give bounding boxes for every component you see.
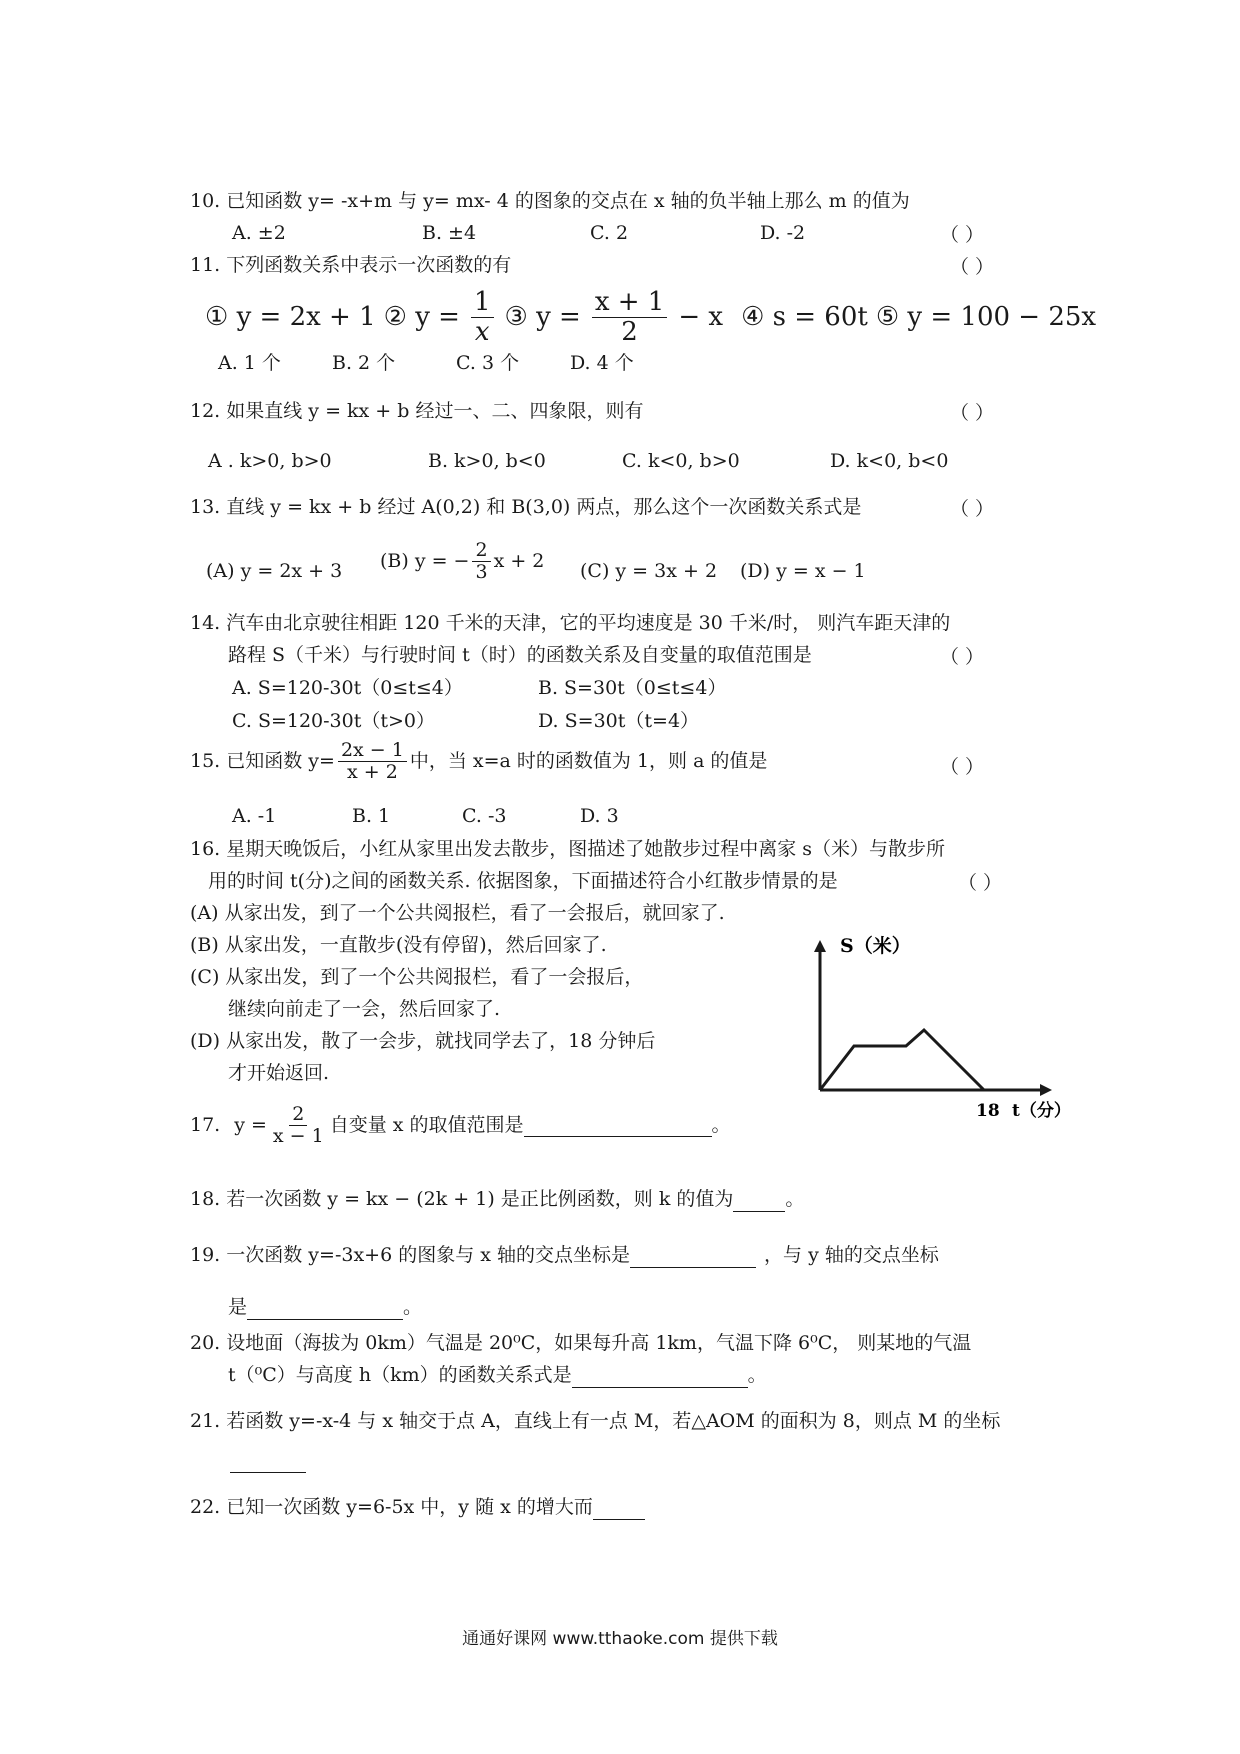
q20-line-2 — [228, 1362, 767, 1388]
q10-option-a: A. ±2 — [232, 222, 286, 244]
q13-b-denominator: 3 — [475, 560, 488, 583]
q11-option-c: C. 3 个 — [456, 352, 520, 374]
q14-answer-paren: （ ） — [940, 646, 985, 668]
q12-stem: 12. 如果直线 y = kx + b 经过一、二、四象限，则有 — [190, 400, 644, 422]
q11-function-2-fraction — [471, 288, 494, 346]
q17-numerator: 2 — [289, 1104, 307, 1126]
q13-option-d: (D) y = x − 1 — [740, 560, 866, 582]
q16-option-a: (A) 从家出发，到了一个公共阅报栏，看了一会报后，就回家了. — [190, 902, 725, 924]
q11-answer-paren: （ ） — [950, 256, 995, 278]
q20-line-2-text: t（⁰C）与高度 h（km）的函数关系式是 — [228, 1364, 572, 1386]
q18-stem — [190, 1186, 804, 1212]
q16-line-1: 16. 星期天晚饭后，小红从家里出发去散步，图描述了她散步过程中离家 s（米）与散步所 — [190, 838, 946, 860]
q18-end: 。 — [785, 1188, 805, 1210]
q14-option-a: A. S=120-30t（0≤t≤4） — [232, 677, 463, 699]
q10-answer-paren: （ ） — [940, 224, 985, 246]
q19-line-2 — [228, 1294, 422, 1320]
q14-option-c: C. S=120-30t（t>0） — [232, 710, 436, 732]
q11-option-d: D. 4 个 — [570, 352, 634, 374]
q20-line-1: 20. 设地面（海拔为 0km）气温是 20⁰C，如果每升高 1km，气温下降 6⁰C， 则某地的气温 — [190, 1332, 972, 1354]
q17-stem-text: 自变量 x 的取值范围是 — [329, 1114, 524, 1137]
q12-answer-paren: （ ） — [950, 402, 995, 424]
q11-functions — [205, 288, 1096, 346]
q11-f3-denominator: 2 — [621, 316, 638, 347]
page-footer: 通通好课网 www.tthaoke.com 提供下载 — [462, 1629, 778, 1649]
q10-option-d: D. -2 — [760, 222, 806, 244]
q14-line-1: 14. 汽车由北京驶往相距 120 千米的天津，它的平均速度是 30 千米/时， 则汽车距天津的 — [190, 612, 951, 634]
q10-option-b: B. ±4 — [422, 222, 477, 244]
q17-stem — [190, 1104, 731, 1147]
q14-option-b: B. S=30t（0≤t≤4） — [538, 677, 727, 699]
q15-stem-suffix: 中，当 x=a 时的函数值为 1，则 a 的值是 — [409, 750, 768, 773]
q16-option-c-line-2: 继续向前走了一会，然后回家了. — [228, 998, 501, 1020]
q13-option-a: (A) y = 2x + 3 — [206, 560, 343, 582]
q13-answer-paren: （ ） — [950, 498, 995, 520]
q11-function-3-fraction — [592, 288, 668, 346]
q19-end: 。 — [403, 1296, 423, 1318]
q16-answer-paren: （ ） — [958, 872, 1003, 894]
q15-fraction — [338, 740, 407, 783]
q17-number: 17. — [190, 1114, 221, 1137]
q15-option-d: D. 3 — [580, 805, 619, 827]
q17-y-prefix: y = — [234, 1114, 267, 1137]
q20-answer-blank[interactable] — [572, 1367, 748, 1388]
q17-fraction — [270, 1104, 327, 1147]
q20-end: 。 — [747, 1364, 767, 1386]
q19-line-2-text: 是 — [228, 1296, 248, 1318]
q11-stem: 11. 下列函数关系中表示一次函数的有 — [190, 254, 512, 276]
q14-option-d: D. S=30t（t=4） — [538, 710, 700, 732]
graph-line — [820, 1030, 984, 1090]
q16-option-d-line-1: (D) 从家出发，散了一会步，就找同学去了，18 分钟后 — [190, 1030, 656, 1052]
q17-answer-blank[interactable] — [524, 1114, 712, 1137]
q18-stem-text: 18. 若一次函数 y = kx − (2k + 1) 是正比例函数，则 k 的值为 — [190, 1188, 734, 1210]
q16-distance-time-graph — [800, 930, 1080, 1130]
q19-stem-text: 19. 一次函数 y=-3x+6 的图象与 x 轴的交点坐标是 — [190, 1244, 631, 1266]
q22-stem — [190, 1494, 645, 1520]
q13-option-b-suffix: x + 2 — [493, 550, 545, 573]
graph-x-arrow — [1040, 1084, 1052, 1096]
q13-option-b-prefix: (B) y = − — [380, 550, 470, 573]
q16-option-d-line-2: 才开始返回. — [228, 1062, 330, 1084]
q10-stem: 10. 已知函数 y= -x+m 与 y= mx- 4 的图象的交点在 x 轴的负半轴上那么 m 的值为 — [190, 190, 910, 212]
graph-y-label: S（米） — [840, 935, 911, 957]
q11-f3-numerator: x + 1 — [592, 288, 668, 318]
q10-option-c: C. 2 — [590, 222, 629, 244]
q13-stem: 13. 直线 y = kx + b 经过 A(0,2) 和 B(3,0) 两点，那么这个一次函数关系式是 — [190, 496, 862, 518]
q18-answer-blank[interactable] — [733, 1191, 785, 1212]
q12-option-c: C. k<0, b>0 — [622, 450, 740, 472]
q15-numerator: 2x − 1 — [338, 740, 407, 762]
q14-line-2: 路程 S（千米）与行驶时间 t（时）的函数关系及自变量的取值范围是 — [228, 644, 812, 666]
q19-mid-text: ，与 y 轴的交点坐标 — [764, 1244, 939, 1266]
graph-x-tick-18: 18 — [976, 1101, 1000, 1121]
q11-f2-numerator: 1 — [471, 288, 494, 318]
q11-f2-denominator: x — [474, 316, 490, 347]
q19-y-intercept-blank[interactable] — [247, 1299, 403, 1320]
q19-line-1 — [190, 1242, 939, 1268]
q11-function-5: ⑤ y = 100 − 25x — [875, 302, 1097, 333]
q21-answer-blank[interactable] — [230, 1452, 306, 1473]
q15-option-b: B. 1 — [352, 805, 391, 827]
q16-option-b: (B) 从家出发，一直散步(没有停留)，然后回家了. — [190, 934, 607, 956]
q19-x-intercept-blank[interactable] — [630, 1247, 756, 1268]
graph-x-label: t（分） — [1012, 1101, 1071, 1121]
q16-option-c-line-1: (C) 从家出发，到了一个公共阅报栏，看了一会报后， — [190, 966, 644, 988]
q15-denominator: x + 2 — [347, 760, 398, 783]
q15-stem — [190, 740, 767, 783]
q11-function-4: ④ s = 60t — [741, 302, 868, 333]
q13-b-numerator: 2 — [472, 540, 490, 562]
q15-option-c: C. -3 — [462, 805, 507, 827]
q13-option-b — [380, 540, 544, 583]
q11-function-1: ① y = 2x + 1 — [205, 302, 376, 333]
q15-option-a: A. -1 — [232, 805, 277, 827]
q13-option-c: (C) y = 3x + 2 — [580, 560, 718, 582]
q17-end: 。 — [711, 1114, 731, 1137]
graph-y-arrow — [814, 940, 826, 952]
q12-option-d: D. k<0, b<0 — [830, 450, 949, 472]
q12-option-b: B. k>0, b<0 — [428, 450, 546, 472]
q17-denominator: x − 1 — [272, 1124, 324, 1147]
q22-answer-blank[interactable] — [593, 1499, 645, 1520]
q11-function-2-prefix: ② y = — [383, 302, 460, 333]
q15-answer-paren: （ ） — [940, 756, 985, 778]
q13-option-b-fraction — [472, 540, 490, 583]
q15-stem-prefix: 15. 已知函数 y= — [190, 750, 335, 773]
q12-option-a: A . k>0, b>0 — [208, 450, 332, 472]
q11-option-a: A. 1 个 — [218, 352, 281, 374]
q16-line-2: 用的时间 t(分)之间的函数关系. 依据图象，下面描述符合小红散步情景的是 — [208, 870, 838, 892]
q21-line-1: 21. 若函数 y=-x-4 与 x 轴交于点 A，直线上有一点 M，若△AOM 的面积为 8，则点 M 的坐标 — [190, 1410, 1001, 1432]
q11-function-3-suffix: − x — [678, 302, 724, 333]
q22-stem-text: 22. 已知一次函数 y=6-5x 中，y 随 x 的增大而 — [190, 1496, 593, 1518]
q11-function-3-prefix: ③ y = — [504, 302, 581, 333]
q11-option-b: B. 2 个 — [332, 352, 396, 374]
